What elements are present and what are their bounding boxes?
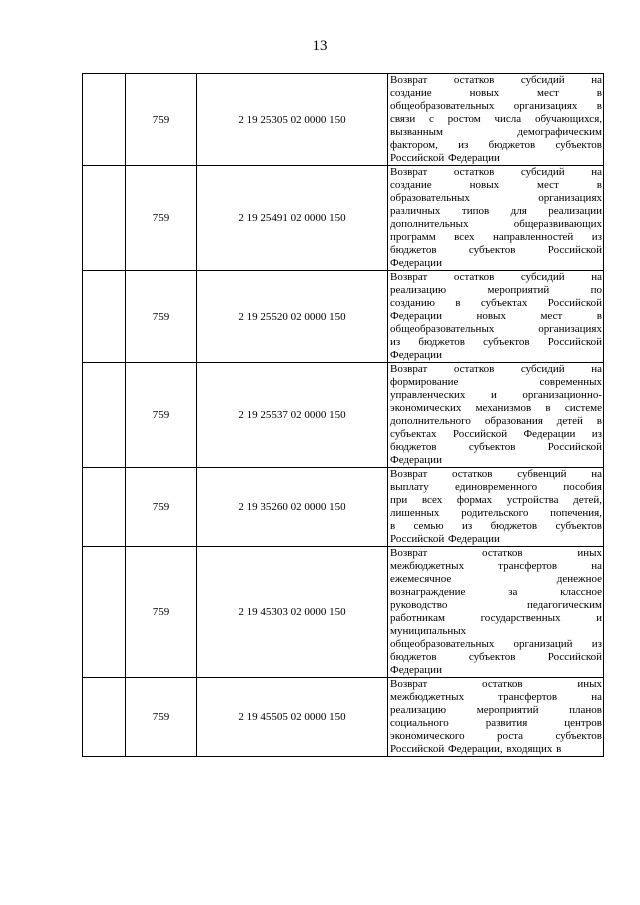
description-line: общеобразовательных организаций из	[390, 638, 602, 650]
description-cell	[388, 271, 604, 363]
description-line: при всех формах устройства детей,	[390, 494, 602, 506]
table-row	[83, 678, 604, 757]
description-line: межбюджетных трансфертов на	[390, 691, 602, 703]
empty-cell	[83, 678, 126, 757]
description-line: программ всех направленностей из	[390, 231, 602, 243]
description-line: Федерации	[390, 349, 442, 361]
table-row	[83, 74, 604, 166]
table-body	[83, 74, 604, 757]
description-line: руководство педагогическим	[390, 599, 602, 611]
description-line: лишенных родительского попечения,	[390, 507, 602, 519]
admin-code-cell: 759	[126, 468, 197, 547]
description-line: Федерации	[390, 664, 442, 676]
table-row	[83, 468, 604, 547]
description-line: экономического роста субъектов	[390, 730, 602, 742]
description-line: управленческих и организационно-	[390, 389, 602, 401]
description-line: образовательных организациях	[390, 192, 602, 204]
description-line: Возврат остатков иных	[390, 678, 602, 690]
description-line: бюджетов субъектов Российской	[390, 441, 602, 453]
description-line: фактором, из бюджетов субъектов	[390, 139, 602, 151]
description-line: формирование современных	[390, 376, 602, 388]
table-row	[83, 363, 604, 468]
page-number: 13	[312, 38, 328, 54]
empty-cell	[83, 468, 126, 547]
empty-cell	[83, 166, 126, 271]
empty-cell	[83, 363, 126, 468]
description-line: Российской Федерации	[390, 152, 500, 164]
description-line: различных типов для реализации	[390, 205, 602, 217]
admin-code-cell: 759	[126, 271, 197, 363]
description-line: муниципальных	[390, 625, 467, 637]
description-line: Федерации	[390, 257, 442, 269]
description-line: Федерации	[390, 454, 442, 466]
description-line: реализацию мероприятий по	[390, 284, 602, 296]
description-cell	[388, 74, 604, 166]
description-cell	[388, 468, 604, 547]
description-line: Возврат остатков субсидий на	[390, 271, 602, 283]
description-line: общеобразовательных организациях в	[390, 100, 602, 112]
description-line: связи с ростом числа обучающихся,	[390, 113, 602, 125]
budget-code-cell: 2 19 25305 02 0000 150	[197, 74, 388, 166]
description-line: выплату единовременного пособия	[390, 481, 602, 493]
description-cell	[388, 678, 604, 757]
description-line: межбюджетных трансфертов на	[390, 560, 602, 572]
description-line: создание новых мест в	[390, 87, 602, 99]
empty-cell	[83, 271, 126, 363]
description-line: реализацию мероприятий планов	[390, 704, 602, 716]
description-text	[388, 468, 603, 546]
admin-code-cell: 759	[126, 363, 197, 468]
description-line: общеобразовательных организациях	[390, 323, 602, 335]
description-line: Российской Федерации	[390, 533, 500, 545]
description-line: Российской Федерации, входящих в	[390, 743, 562, 755]
description-cell	[388, 547, 604, 678]
admin-code-cell: 759	[126, 678, 197, 757]
budget-code-cell: 2 19 45303 02 0000 150	[197, 547, 388, 678]
description-line: экономических механизмов в системе	[390, 402, 602, 414]
description-line: в семью из бюджетов субъектов	[390, 520, 602, 532]
description-line: работникам государственных и	[390, 612, 602, 624]
description-line: из бюджетов субъектов Российской	[390, 336, 602, 348]
description-line: Возврат остатков субсидий на	[390, 363, 602, 375]
budget-code-cell: 2 19 45505 02 0000 150	[197, 678, 388, 757]
admin-code-cell: 759	[126, 74, 197, 166]
description-line: бюджетов субъектов Российской	[390, 651, 602, 663]
description-line: созданию в субъектах Российской	[390, 297, 602, 309]
description-text	[388, 678, 603, 756]
description-line: дополнительного образования детей в	[390, 415, 602, 427]
budget-code-cell: 2 19 25537 02 0000 150	[197, 363, 388, 468]
description-line: Федерации новых мест в	[390, 310, 602, 322]
empty-cell	[83, 74, 126, 166]
description-text	[388, 74, 603, 165]
empty-cell	[83, 547, 126, 678]
description-line: дополнительных общеразвивающих	[390, 218, 602, 230]
budget-code-cell: 2 19 35260 02 0000 150	[197, 468, 388, 547]
table-row	[83, 166, 604, 271]
description-line: вознаграждение за классное	[390, 586, 602, 598]
description-text	[388, 271, 603, 362]
description-line: Возврат остатков субвенций на	[390, 468, 602, 480]
budget-classification-table	[82, 73, 604, 757]
description-cell	[388, 166, 604, 271]
table-row	[83, 271, 604, 363]
description-line: создание новых мест в	[390, 179, 602, 191]
budget-code-cell: 2 19 25520 02 0000 150	[197, 271, 388, 363]
description-line: бюджетов субъектов Российской	[390, 244, 602, 256]
admin-code-cell: 759	[126, 166, 197, 271]
table-row	[83, 547, 604, 678]
admin-code-cell: 759	[126, 547, 197, 678]
description-line: вызванным демографическим	[390, 126, 602, 138]
description-cell	[388, 363, 604, 468]
description-line: ежемесячное денежное	[390, 573, 602, 585]
description-text	[388, 166, 603, 270]
description-line: субъектах Российской Федерации из	[390, 428, 602, 440]
description-text	[388, 363, 603, 467]
description-line: Возврат остатков субсидий на	[390, 166, 602, 178]
description-line: Возврат остатков субсидий на	[390, 74, 602, 86]
budget-code-cell: 2 19 25491 02 0000 150	[197, 166, 388, 271]
description-line: Возврат остатков иных	[390, 547, 602, 559]
description-line: социального развития центров	[390, 717, 602, 729]
description-text	[388, 547, 603, 677]
